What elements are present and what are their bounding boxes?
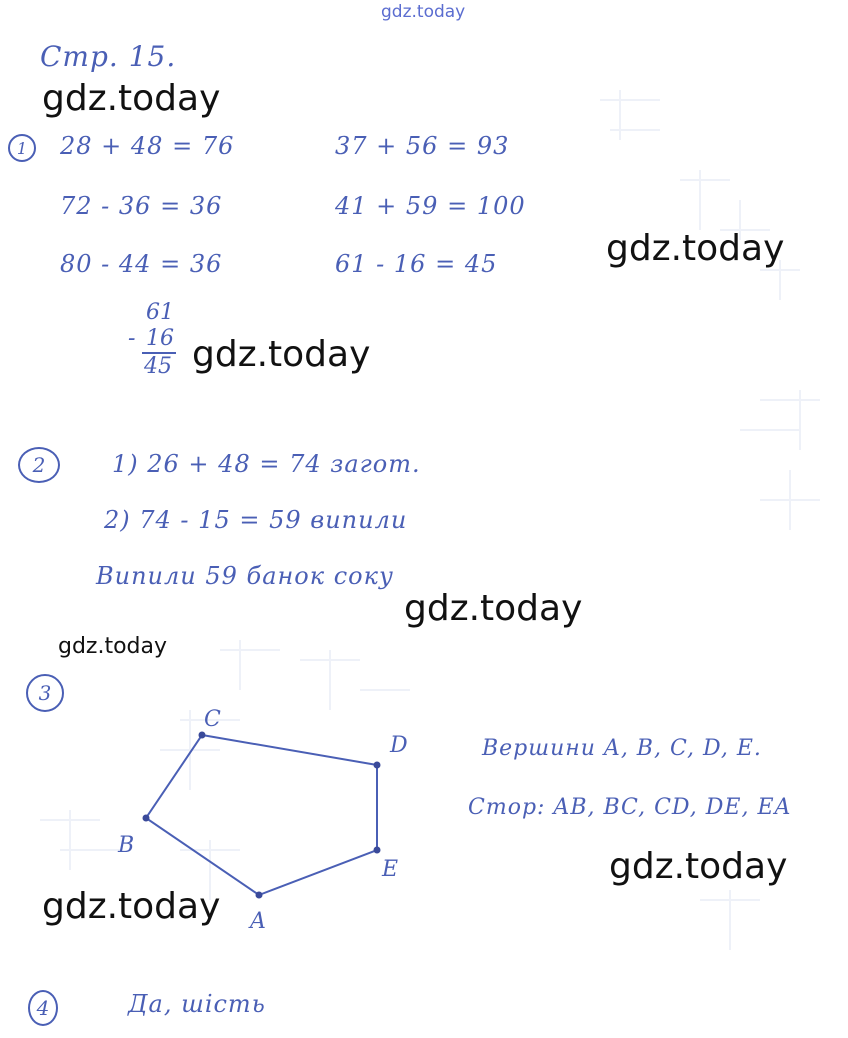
vertex-point-e: [374, 847, 381, 854]
vertex-label-d: D: [390, 733, 408, 758]
task-number-4: 4: [28, 990, 58, 1026]
watermark: gdz.today: [404, 588, 583, 629]
column-subtrahend: 16: [146, 326, 174, 351]
task-number-3: 3: [26, 674, 64, 712]
task-number-1: 1: [8, 134, 36, 162]
vertex-point-a: [256, 892, 263, 899]
vertex-label-c: C: [204, 707, 221, 732]
column-result: 45: [144, 354, 172, 379]
task2-answer: Випили 59 банок соку: [96, 562, 394, 590]
watermark: gdz.today: [192, 334, 371, 375]
page-header: Стр. 15.: [40, 40, 177, 73]
vertex-label-e: E: [382, 857, 399, 882]
equation: 28 + 48 = 76: [60, 132, 235, 160]
vertex-point-d: [374, 762, 381, 769]
vertex-label-a: A: [250, 909, 266, 934]
task2-step1: 1) 26 + 48 = 74 загот.: [112, 450, 421, 478]
column-minus-sign: -: [128, 326, 136, 351]
watermark: gdz.today: [58, 634, 168, 659]
vertex-point-b: [143, 815, 150, 822]
pentagon-edges: [146, 735, 377, 895]
watermark-top: gdz.today: [381, 2, 466, 22]
task3-sides: Стор: AB, BC, CD, DE, EA: [468, 795, 792, 820]
task-number-2: 2: [18, 447, 60, 483]
watermark: gdz.today: [609, 846, 788, 887]
equation: 61 - 16 = 45: [335, 250, 498, 278]
equation: 41 + 59 = 100: [335, 192, 526, 220]
equation: 72 - 36 = 36: [60, 192, 223, 220]
column-minuend: 61: [146, 300, 174, 325]
watermark: gdz.today: [42, 78, 221, 119]
watermark: gdz.today: [42, 886, 221, 927]
vertex-label-b: B: [118, 833, 135, 858]
equation: 80 - 44 = 36: [60, 250, 223, 278]
task2-step2: 2) 74 - 15 = 59 випили: [104, 506, 408, 534]
task4-answer: Да, шість: [128, 990, 266, 1018]
vertex-point-c: [199, 732, 206, 739]
equation: 37 + 56 = 93: [335, 132, 510, 160]
watermark: gdz.today: [606, 228, 785, 269]
task3-vertices: Вершини A, B, C, D, E.: [482, 736, 762, 761]
